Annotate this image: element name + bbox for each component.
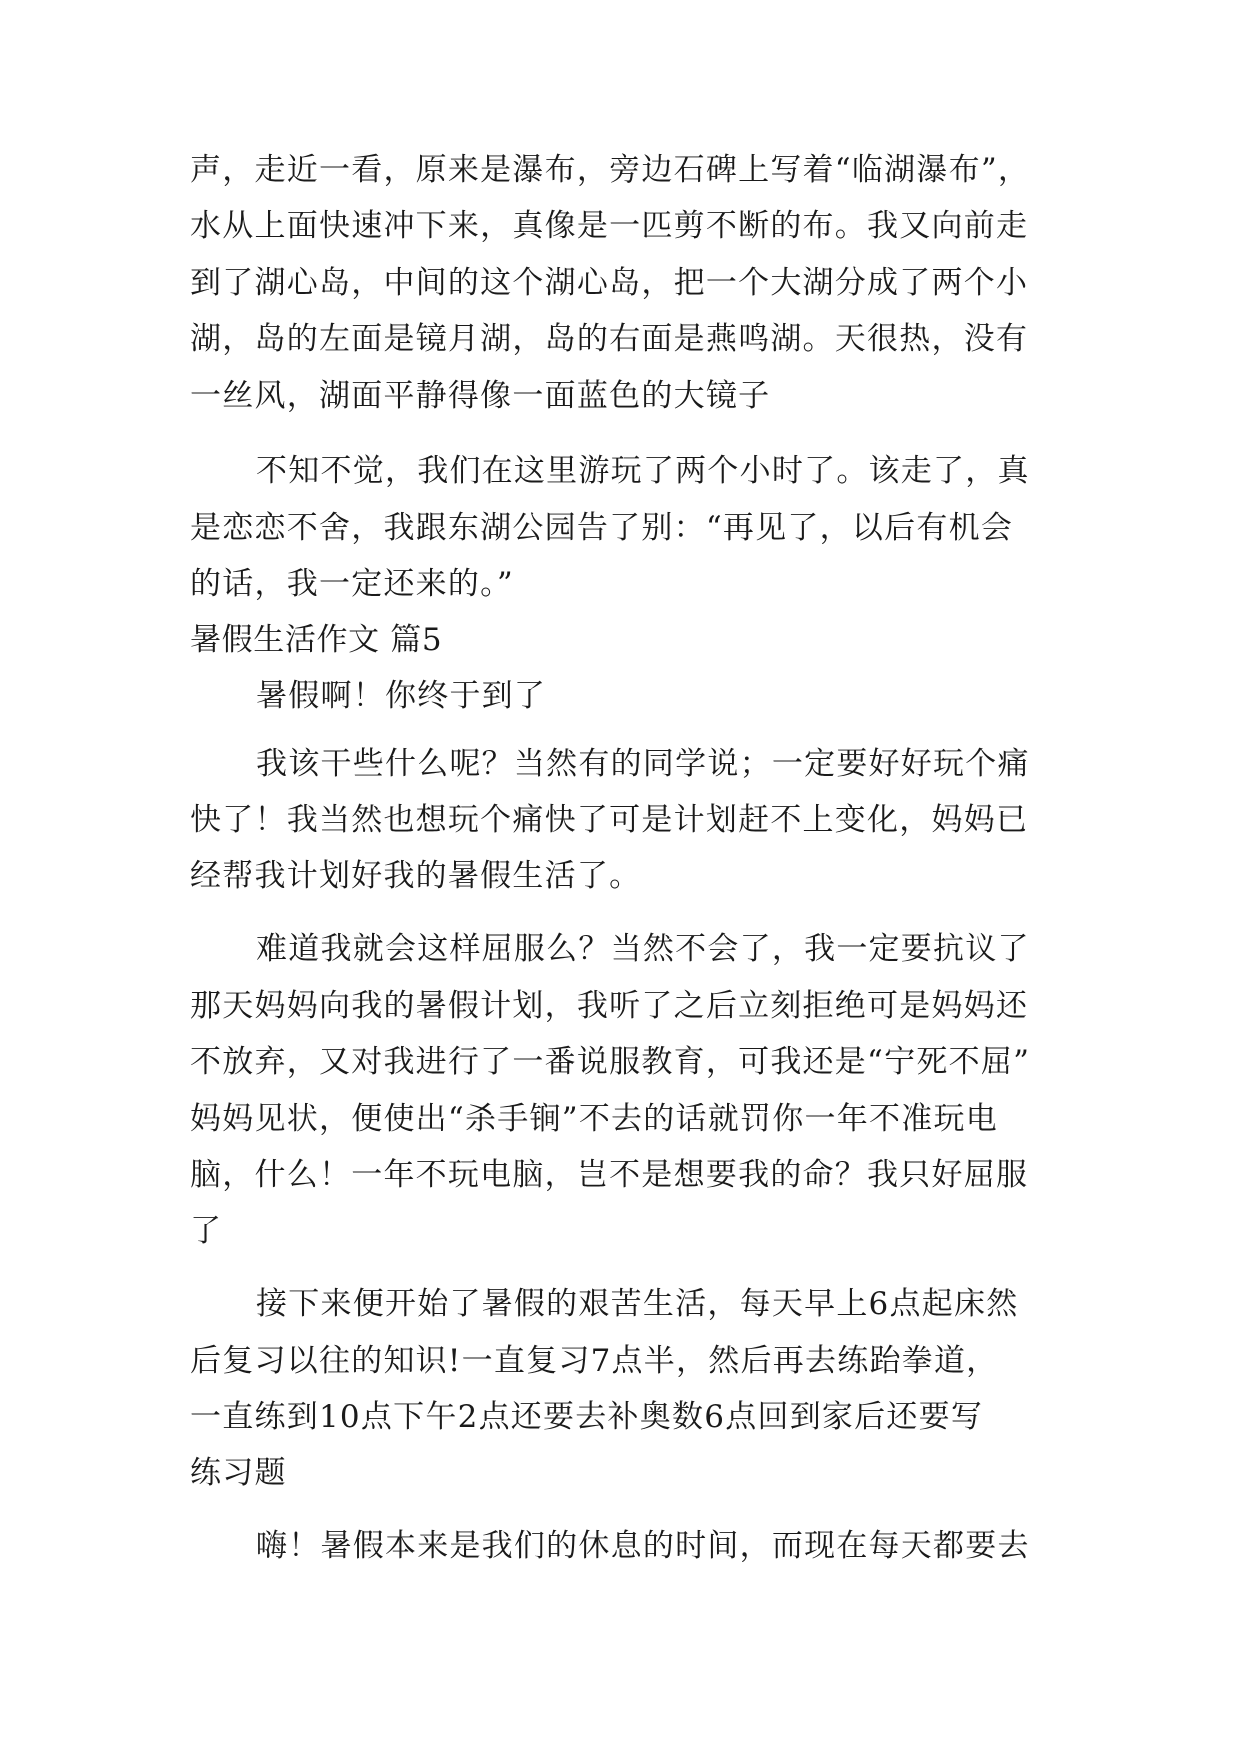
text-line: 不放弃，又对我进行了一番说服教育，可我还是“宁死不屈” bbox=[190, 1044, 1031, 1080]
paragraph-first-line: 我该干些什么呢？当然有的同学说；一定要好好玩个痛 bbox=[256, 746, 1030, 782]
paragraph-first-line: 不知不觉，我们在这里游玩了两个小时了。该走了，真 bbox=[256, 453, 1030, 489]
paragraph-first-line: 难道我就会这样屈服么？当然不会了，我一定要抗议了 bbox=[256, 931, 1030, 967]
paragraph-first-line: 接下来便开始了暑假的艰苦生活，每天早上6点起床然 bbox=[256, 1286, 1019, 1322]
section-heading: 暑假生活作文 篇5 bbox=[190, 622, 443, 658]
text-line: 那天妈妈向我的暑假计划，我听了之后立刻拒绝可是妈妈还 bbox=[190, 988, 1029, 1024]
text-line: 了 bbox=[190, 1213, 223, 1249]
text-line: 一直练到10点下午2点还要去补奥数6点回到家后还要写 bbox=[190, 1399, 984, 1435]
text-line: 脑，什么！一年不玩电脑，岂不是想要我的命？我只好屈服 bbox=[190, 1157, 1029, 1193]
text-line: 经帮我计划好我的暑假生活了。 bbox=[190, 858, 642, 894]
text-line: 妈妈见状，便使出“杀手锏”不去的话就罚你一年不准玩电 bbox=[190, 1101, 998, 1137]
text-line: 一丝风，湖面平静得像一面蓝色的大镜子 bbox=[190, 378, 771, 414]
text-line: 练习题 bbox=[190, 1455, 287, 1491]
text-line: 水从上面快速冲下来，真像是一匹剪不断的布。我又向前走 bbox=[190, 208, 1029, 244]
text-line: 到了湖心岛，中间的这个湖心岛，把一个大湖分成了两个小 bbox=[190, 265, 1029, 301]
paragraph-first-line: 嗨！暑假本来是我们的休息的时间，而现在每天都要去 bbox=[256, 1528, 1030, 1564]
text-line: 快了！我当然也想玩个痛快了可是计划赶不上变化，妈妈已 bbox=[190, 802, 1029, 838]
text-line: 声，走近一看，原来是瀑布，旁边石碑上写着“临湖瀑布”， bbox=[190, 152, 1031, 188]
text-line: 是恋恋不舍，我跟东湖公园告了别：“再见了，以后有机会 bbox=[190, 510, 1014, 546]
text-line: 的话，我一定还来的。” bbox=[190, 566, 514, 602]
text-line: 湖，岛的左面是镜月湖，岛的右面是燕鸣湖。天很热，没有 bbox=[190, 321, 1029, 357]
text-line: 后复习以往的知识!一直复习7点半，然后再去练跆拳道， bbox=[190, 1343, 999, 1379]
paragraph-first-line: 暑假啊！你终于到了 bbox=[256, 678, 547, 714]
